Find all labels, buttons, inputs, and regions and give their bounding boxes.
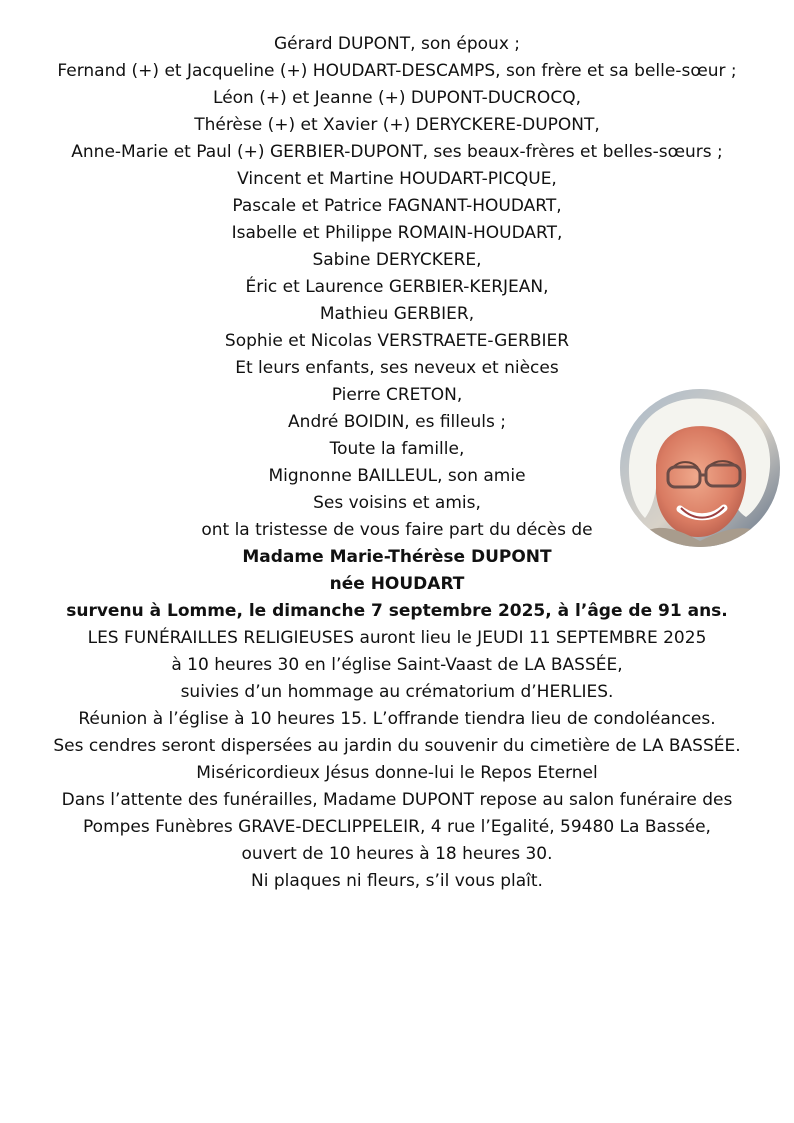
- funeral-line-1: LES FUNÉRAILLES RELIGIEUSES auront lieu le JEUDI 11 SEPTEMBRE 2025: [87, 628, 707, 648]
- family-line-6: Vincent et Martine HOUDART-PICQUE,: [237, 169, 557, 189]
- family-line-2: Fernand (+) et Jacqueline (+) HOUDART-DESCAMPS, son frère et sa belle-sœur ;: [57, 61, 737, 81]
- funeral-line-8: Pompes Funèbres GRAVE-DECLIPPELEIR, 4 rue l’Egalité, 59480 La Bassée,: [83, 817, 711, 837]
- funeral-line-9: ouvert de 10 heures à 18 heures 30.: [241, 844, 553, 864]
- funeral-line-7: Dans l’attente des funérailles, Madame DUPONT repose au salon funéraire des: [61, 790, 733, 810]
- family-line-17: Mignonne BAILLEUL, son amie: [268, 466, 526, 486]
- family-line-9: Sabine DERYCKERE,: [312, 250, 482, 270]
- family-line-11: Mathieu GERBIER,: [319, 304, 475, 324]
- family-line-3: Léon (+) et Jeanne (+) DUPONT-DUCROCQ,: [213, 88, 581, 108]
- family-line-7: Pascale et Patrice FAGNANT-HOUDART,: [232, 196, 562, 216]
- portrait-image: [620, 389, 780, 547]
- family-line-18: Ses voisins et amis,: [313, 493, 481, 513]
- deceased-photo-frame: [607, 388, 794, 548]
- deceased-name: Madame Marie-Thérèse DUPONT: [242, 547, 552, 567]
- family-line-14: Pierre CRETON,: [331, 385, 463, 405]
- family-line-10: Éric et Laurence GERBIER-KERJEAN,: [245, 277, 549, 297]
- funeral-line-6: Miséricordieux Jésus donne-lui le Repos Eternel: [196, 763, 598, 783]
- family-line-8: Isabelle et Philippe ROMAIN-HOUDART,: [231, 223, 563, 243]
- funeral-line-2: à 10 heures 30 en l’église Saint-Vaast de LA BASSÉE,: [171, 655, 623, 675]
- family-line-12: Sophie et Nicolas VERSTRAETE-GERBIER: [224, 331, 570, 351]
- family-line-15: André BOIDIN, es filleuls ;: [288, 412, 506, 432]
- family-line-5: Anne-Marie et Paul (+) GERBIER-DUPONT, ses beaux-frères et belles-sœurs ;: [71, 142, 723, 162]
- death-details: survenu à Lomme, le dimanche 7 septembre 2025, à l’âge de 91 ans.: [66, 601, 728, 621]
- funeral-line-10: Ni plaques ni fleurs, s’il vous plaît.: [251, 871, 543, 891]
- announcement-line: ont la tristesse de vous faire part du décès de: [201, 520, 593, 540]
- family-line-1: Gérard DUPONT, son époux ;: [273, 34, 521, 54]
- family-line-4: Thérèse (+) et Xavier (+) DERYCKERE-DUPONT,: [194, 115, 600, 135]
- deceased-maiden-name: née HOUDART: [329, 574, 465, 594]
- deceased-photo: [620, 389, 780, 547]
- family-line-16: Toute la famille,: [329, 439, 465, 459]
- funeral-line-4: Réunion à l’église à 10 heures 15. L’offrande tiendra lieu de condoléances.: [78, 709, 716, 729]
- family-line-13: Et leurs enfants, ses neveux et nièces: [235, 358, 559, 378]
- funeral-line-5: Ses cendres seront dispersées au jardin du souvenir du cimetière de LA BASSÉE.: [53, 736, 741, 756]
- funeral-line-3: suivies d’un hommage au crématorium d’HERLIES.: [180, 682, 614, 702]
